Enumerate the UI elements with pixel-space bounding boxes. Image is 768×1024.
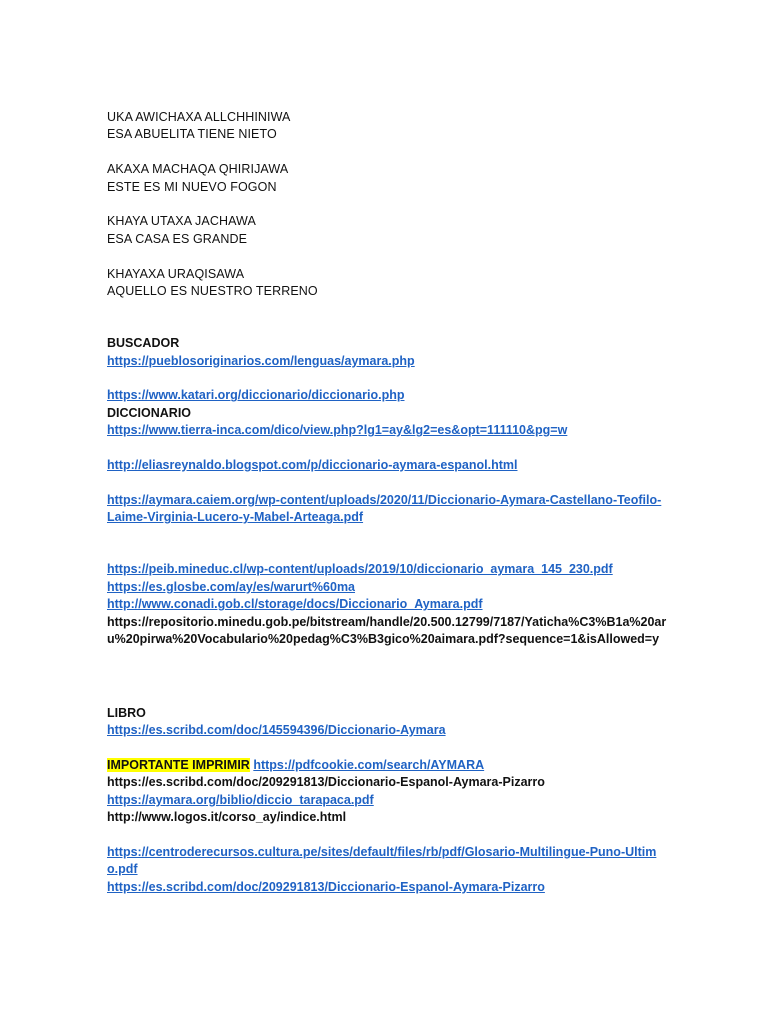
section-diccionario: DICCIONARIO <box>107 405 192 420</box>
phrase-aymara-1: UKA AWICHAXA ALLCHHINIWA <box>107 110 291 124</box>
link-pdfcookie[interactable]: https://pdfcookie.com/search/AYMARA <box>253 758 485 773</box>
link-tierra-inca[interactable]: https://www.tierra-inca.com/dico/view.php?lg1=ay&lg2=es&opt=111110&pg=w <box>107 423 568 438</box>
link-scribd-diccionario[interactable]: https://es.scribd.com/doc/145594396/Diccionario-Aymara <box>107 723 446 738</box>
phrase-spanish-3: ESA CASA ES GRANDE <box>107 231 248 246</box>
link-pueblos-originarios[interactable]: https://pueblosoriginarios.com/lenguas/aymara.php <box>107 353 415 368</box>
phrase-aymara-2: AKAXA MACHAQA QHIRIJAWA <box>107 162 289 177</box>
phrase-aymara-4: KHAYAXA URAQISAWA <box>107 266 245 281</box>
phrase-spanish-4: AQUELLO ES NUESTRO TERRENO <box>107 284 318 299</box>
document-body <box>107 109 667 896</box>
link-caiem[interactable]: https://aymara.caiem.org/wp-content/uploads/2020/11/Diccionario-Aymara-Castellano-Teofilo-Laime-Virginia-Lucero-y-Mabel-Arteaga.pdf <box>107 492 662 525</box>
link-conadi[interactable]: http://www.conadi.gob.cl/storage/docs/Diccionario_Aymara.pdf <box>107 597 483 612</box>
text-minedu-url: https://repositorio.minedu.gob.pe/bitstream/handle/20.500.12799/7187/Yaticha%C3%B1a%20aru%20pirwa%20Vocabulario%20pedag%C3%B3gico%20aimara.pdf?sequence=1&isAllowed=y <box>107 614 667 647</box>
link-centroderecursos[interactable]: https://centroderecursos.cultura.pe/sites/default/files/rb/pdf/Glosario-Multilingue-Puno-Ultimo.pdf <box>107 845 657 877</box>
link-katari[interactable]: https://www.katari.org/diccionario/diccionario.php <box>107 388 405 403</box>
link-tarapaca[interactable]: https://aymara.org/biblio/diccio_tarapaca.pdf <box>107 792 374 807</box>
link-eliasreynaldo[interactable]: http://eliasreynaldo.blogspot.com/p/diccionario-aymara-espanol.html <box>107 458 518 473</box>
phrase-spanish-2: ESTE ES MI NUEVO FOGON <box>107 179 277 194</box>
text-logos: http://www.logos.it/corso_ay/indice.html <box>107 810 347 825</box>
highlight-importante: IMPORTANTE IMPRIMIR <box>107 758 250 773</box>
phrase-aymara-3: KHAYA UTAXA JACHAWA <box>107 214 256 229</box>
text-scribd-pizarro: https://es.scribd.com/doc/209291813/Diccionario-Espanol-Aymara-Pizarro <box>107 775 545 790</box>
section-libro: LIBRO <box>107 705 146 720</box>
link-scribd-pizarro[interactable]: https://es.scribd.com/doc/209291813/Diccionario-Espanol-Aymara-Pizarro <box>107 879 545 894</box>
section-buscador: BUSCADOR <box>107 336 180 351</box>
phrase-spanish-1: ESA ABUELITA TIENE NIETO <box>107 127 277 142</box>
link-peib[interactable]: https://peib.mineduc.cl/wp-content/uploads/2019/10/diccionario_aymara_145_230.pdf <box>107 562 613 577</box>
link-glosbe[interactable]: https://es.glosbe.com/ay/es/warurt%60ma <box>107 579 356 594</box>
